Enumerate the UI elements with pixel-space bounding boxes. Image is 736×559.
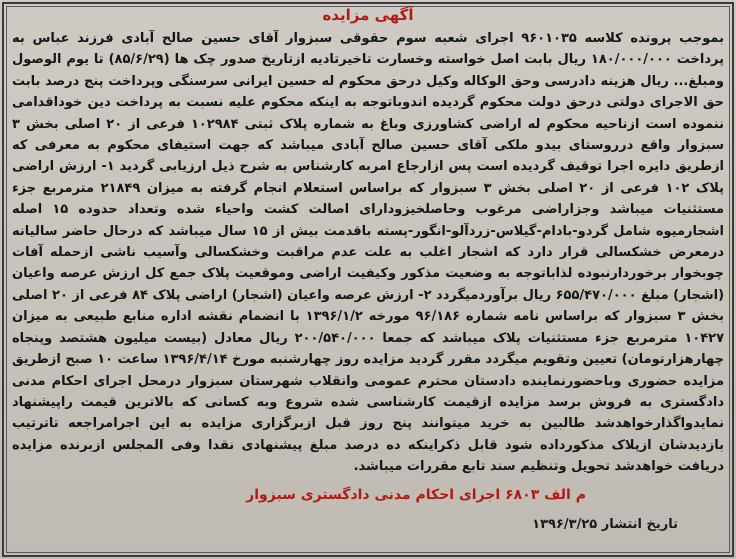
notice-title: آگهی مزایده (322, 6, 414, 24)
notice-body: بموجب پرونده کلاسه ۹۶۰۱۰۳۵ اجرای شعبه سوم حقوقی سبزوار آقای حسین صالح آبادی فرزند عباس به پرداخت ۱۸۰/۰۰۰/۰۰۰ ریال بابت اصل خواسته وخسارت تاخیرتادیه ازتاریخ صدور چک ها (۸۵/۶/۲۹) تا یوم الوصول ومبلغ... ریال هزینه دادرسی وحق الوکاله وکیل درحق محکوم له حسین ایرانی سرسنگی وپرداخت پنج درصد بابت حق الاجرای دولتی درحق دولت محکوم گردیده اندوباتوجه به اینکه محکوم علیه نسبت به پرداخت دین خوداقدامی ننموده است ازناحیه محکوم له اراضی کشاورزی وباغ به شماره پلاک ثبتی ۱۰۲۹۸۴ فرعی از ۲۰ اصلی بخش ۳ سبزوار واقع درروستای بیدو ملکی آقای حسین صالح آبادی میباشد که جهت استیفای محکوم به معرفی که ازطریق دایره اجرا توقیف گردیده است پس ازارجاع امربه کارشناس به شرح ذیل ارزیابی گردید ۱- ارزش اراضی پلاک ۱۰۲ فرعی از ۲۰ اصلی بخش ۳ سبزوار که براساس استعلام انجام گرفته به میزان ۲۱۸۴۹ مترمربع جزء مستثنیات میباشد وجزاراضی مرغوب وحاصلخیزودارای اصالت کشت واحیاء شده وتعداد حدوده ۱۵ اصله اشجارمیوه شامل گردو-بادام-گیلاس-زردآلو-انگور-پسته باقدمت بیش از ۱۵ سال میباشد که درحال حاضر سالیانه درمعرض خشکسالی قرار دارد که اشجار اغلب به علت عدم مراقبت وخشکسالی وآسیب ناشی ازحمله آفات چوبخوار برخوردارنبوده لذاباتوجه به وضعیت مذکور وکیفیت اراضی وموقعیت پلاک جمع کل ارزش عرصه واعیان (اشجار) مبلغ ۶۵۵/۴۷۰/۰۰۰ ریال برآوردمیگردد ۲- ارزش عرصه واعیان (اشجار) اراضی پلاک ۸۴ فرعی از ۲۰ اصلی بخش ۳ سبزوار که براساس نامه شماره ۹۶/۱۸۶ مورخه ۱۳۹۶/۱/۲ با انضمام نقشه اداره منابع طبیعی به میزان ۱۰۴۲۷ مترمربع جزء مستثنیات پلاک میباشد که جمعا ۲۰۰/۵۴۰/۰۰۰ ریال معادل (بیست میلیون هشتصد وپنجاه چهارهزارتومان) تعیین وتقویم میگردد مقرر گردید مزایده روز چهارشنبه مورخ ۱۳۹۶/۴/۱۴ ساعت ۱۰ صبح ازطریق مزایده حضوری وباحضورنماینده دادستان محترم عمومی وانقلاب شهرستان سبزوار درمحل اجرای احکام مدنی دادگستری به فروش برسد مزایده ازقیمت کارشناسی شده شروع وبه کسانی که بالاترین قیمت راپیشنهاد نمایدواگذارخواهدشد طالبین به خرید میتوانند پنج روز قبل ازبرگزاری مزایده به این اجرامراجعه تاترتیب بازدیدشان ازپلاک مذکورداده شود قابل ذکراینکه ده درصد مبلغ پیشنهادی نقدا وفی المجلس ازبرنده مزایده دریافت خواهدشد تحویل وتنظیم سند تابع مقررات میباشد. (12, 31, 725, 475)
notice-signature: م الف ۶۸۰۳ اجرای احکام مدنی دادگستری سبزوار (246, 487, 586, 503)
publication-date: تاریخ انتشار ۱۳۹۶/۳/۲۵ (532, 517, 678, 532)
